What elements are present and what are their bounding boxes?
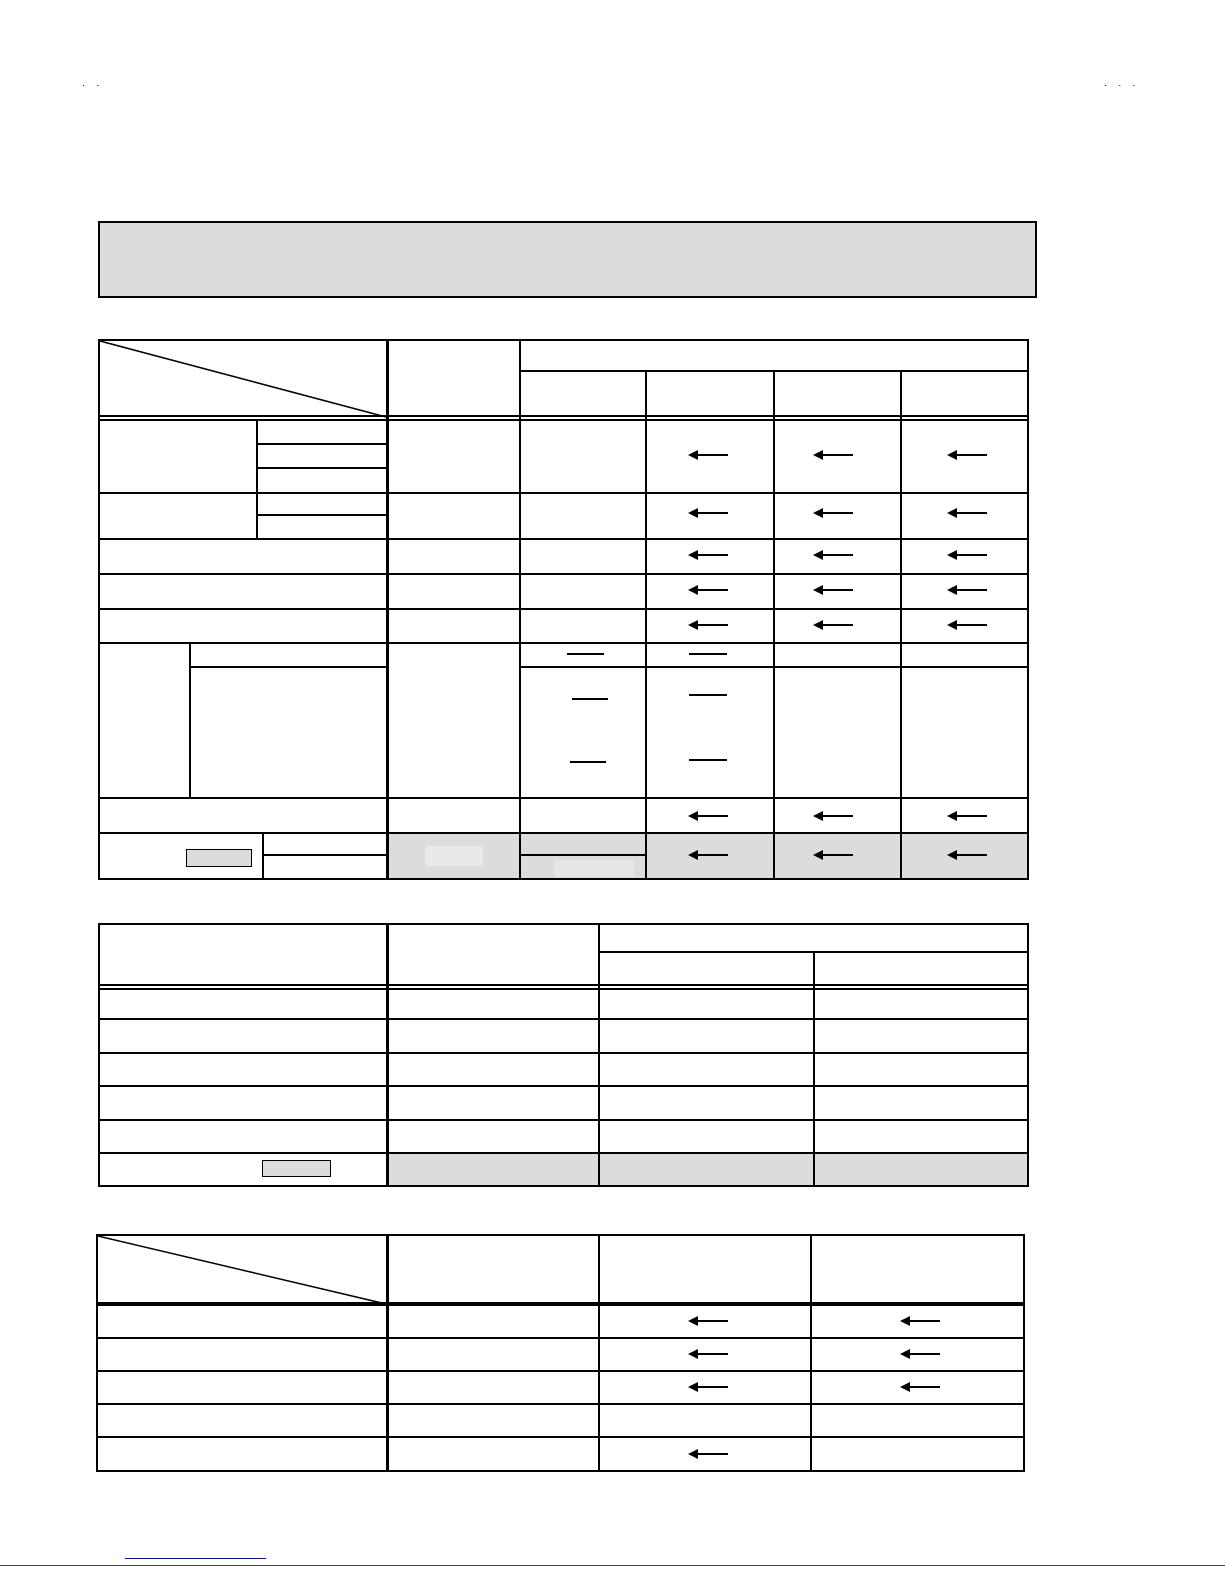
left-arrow-icon xyxy=(688,849,728,861)
t2-vline-2 xyxy=(598,923,600,1187)
corner-marks-right: · · · xyxy=(1104,80,1140,91)
t1-hline-header-a xyxy=(98,415,1029,417)
t1-boxed-label xyxy=(186,849,252,867)
t1-hline-row-1 xyxy=(98,492,1029,494)
left-arrow-icon xyxy=(688,1381,728,1393)
t2-hline-row-2 xyxy=(98,1052,1029,1054)
t1-light-patch-1 xyxy=(425,846,483,866)
left-arrow-icon xyxy=(688,549,728,561)
t1-hline-sub-3 xyxy=(257,514,388,516)
left-arrow-icon xyxy=(813,449,853,461)
t1-hline-subheader xyxy=(520,370,1029,372)
header-banner xyxy=(98,221,1037,298)
t1-dash-mark xyxy=(572,698,608,700)
t3-hline-row-3 xyxy=(96,1403,1025,1405)
t3-hline-row-4 xyxy=(96,1436,1025,1438)
left-arrow-icon xyxy=(813,619,853,631)
left-arrow-icon xyxy=(813,849,853,861)
t1-hline-row-5 xyxy=(98,642,1029,644)
left-arrow-icon xyxy=(947,584,987,596)
t2-vline-thick xyxy=(386,923,389,1187)
t2-border xyxy=(98,923,1029,1187)
t1-hline-sub-2 xyxy=(257,467,388,469)
t1-hline-row-3 xyxy=(98,573,1029,575)
t2-hline-header-b xyxy=(98,988,1029,990)
left-arrow-icon xyxy=(688,1348,728,1360)
t1-hline-row-6 xyxy=(98,797,1029,799)
t1-vline-5 xyxy=(900,371,902,880)
t1-hline-header-b xyxy=(98,419,1029,421)
left-arrow-icon xyxy=(688,1315,728,1327)
t1-hline-sub-4 xyxy=(190,666,388,668)
corner-marks-left: · · xyxy=(82,80,104,91)
t2-boxed-label xyxy=(262,1160,331,1177)
left-arrow-icon xyxy=(947,449,987,461)
left-arrow-icon xyxy=(813,549,853,561)
t1-hline-sub-6 xyxy=(263,854,388,856)
t3-hline-row-2 xyxy=(96,1370,1025,1372)
t1-hline-row-2 xyxy=(98,538,1029,540)
t2-hline-subheader xyxy=(599,951,1029,953)
t1-vline-3 xyxy=(645,371,647,880)
t2-hline-header-a xyxy=(98,984,1029,986)
footer-rule xyxy=(0,1565,1225,1566)
t1-dash-mark xyxy=(689,694,727,696)
left-arrow-icon xyxy=(947,549,987,561)
t1-diagonal-header xyxy=(98,339,388,419)
t1-dash-mark xyxy=(570,761,606,763)
left-arrow-icon xyxy=(947,849,987,861)
left-arrow-icon xyxy=(900,1348,940,1360)
left-arrow-icon xyxy=(688,449,728,461)
left-arrow-icon xyxy=(947,619,987,631)
t2-hline-row-5 xyxy=(98,1152,1029,1154)
left-arrow-icon xyxy=(900,1381,940,1393)
t1-hline-row-7 xyxy=(98,832,1029,834)
t1-dash-mark xyxy=(689,759,727,761)
t2-hline-row-4 xyxy=(98,1119,1029,1121)
left-arrow-icon xyxy=(813,810,853,822)
left-arrow-icon xyxy=(688,1448,728,1460)
left-arrow-icon xyxy=(688,584,728,596)
left-arrow-icon xyxy=(688,507,728,519)
left-arrow-icon xyxy=(688,619,728,631)
left-arrow-icon xyxy=(900,1315,940,1327)
t1-vline-sub-c xyxy=(262,833,264,880)
t1-vline-4 xyxy=(773,371,775,880)
t3-diagonal-header xyxy=(96,1234,388,1306)
t1-hline-row-4 xyxy=(98,608,1029,610)
left-arrow-icon xyxy=(813,584,853,596)
t1-dash-mark xyxy=(689,653,727,655)
left-arrow-icon xyxy=(688,810,728,822)
t2-hline-row-3 xyxy=(98,1085,1029,1087)
t1-hline-sub-7 xyxy=(520,854,646,856)
t1-light-patch-2 xyxy=(554,860,634,877)
t2-hline-row-1 xyxy=(98,1018,1029,1020)
t3-hline-row-1 xyxy=(96,1337,1025,1339)
t1-vline-sub-a xyxy=(256,421,258,539)
left-arrow-icon xyxy=(813,507,853,519)
footer-link-underline xyxy=(125,1558,266,1559)
t1-hline-sub-1 xyxy=(257,443,388,445)
left-arrow-icon xyxy=(947,810,987,822)
left-arrow-icon xyxy=(947,507,987,519)
t1-hline-sub-5 xyxy=(520,666,1029,668)
t3-hline-header xyxy=(96,1302,1025,1306)
t1-dash-mark xyxy=(567,653,604,655)
